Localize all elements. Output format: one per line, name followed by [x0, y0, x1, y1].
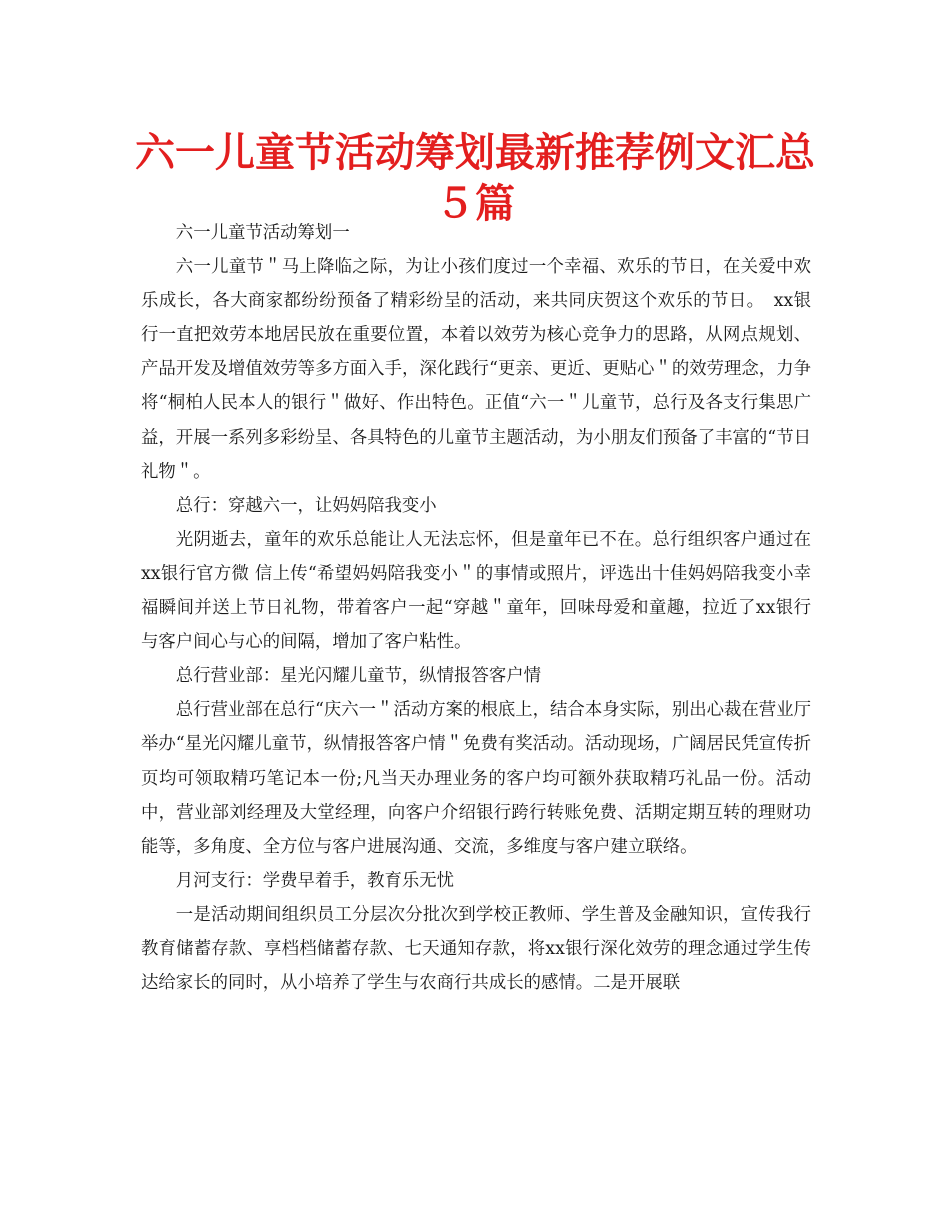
section-heading: 月河支行：学费早着手，教育乐无忧: [175, 870, 455, 891]
body-paragraph: 六一儿童节＂马上降临之际，为让小孩们度过一个幸福、欢乐的节日，在关爱中欢乐成长，各大商家都纷纷预备了精彩纷呈的活动，来共同庆贺这个欢乐的节日。 xx银行一直把效劳本地居民放在重要位置，本着以效劳为核心竞争力的思路，从网点规划、产品开发及增值效劳等多方面入手，深化践行“更亲、更近、更贴心＂的效劳理念，力争将“桐柏人民本人的银行＂做好、作出特色。正值“六一＂儿童节，总行及各支行集思广益，开展一系列多彩纷呈、各具特色的儿童节主题活动，为小朋友们预备了丰富的“节日礼物＂。: [141, 257, 811, 482]
section-heading: 总行营业部：星光闪耀儿童节，纵情报答客户情: [175, 666, 542, 687]
document-body: [141, 216, 811, 1000]
section-heading: 六一儿童节活动筹划一: [175, 223, 350, 243]
body-paragraph: 光阴逝去，童年的欢乐总能让人无法忘怀，但是童年已不在。总行组织客户通过在xx银行官方微 信上传“希望妈妈陪我变小＂的事情或照片，评选出十佳妈妈陪我变小幸福瞬间并送上节日礼物，带着客户一起“穿越＂童年，回味母爱和童趣，拉近了xx银行与客户间心与心的间隔，增加了客户粘性。: [141, 529, 811, 653]
body-paragraph: 总行营业部在总行“庆六一＂活动方案的根底上，结合本身实际，别出心裁在营业厅举办“星光闪耀儿童节，纵情报答客户情＂免费有奖活动。活动现场，广阔居民凭宣传折页均可领取精巧笔记本一份;凡当天办理业务的客户均可额外获取精巧礼品一份。活动中，营业部刘经理及大堂经理，向客户介绍银行跨行转账免费、活期定期互转的理财功能等，多角度、全方位与客户进展沟通、交流，多维度与客户建立联络。: [141, 700, 811, 857]
document-title: 六一儿童节活动筹划最新推荐例文汇总５篇: [135, 130, 815, 227]
section-heading: 总行：穿越六一，让妈妈陪我变小: [175, 495, 437, 516]
body-paragraph: 一是活动期间组织员工分层次分批次到学校正教师、学生普及金融知识，宣传我行教育储蓄存款、享档档储蓄存款、七天通知存款，将xx银行深化效劳的理念通过学生传达给家长的同时，从小培养了学生与农商行共成长的感情。二是开展联: [141, 904, 811, 994]
